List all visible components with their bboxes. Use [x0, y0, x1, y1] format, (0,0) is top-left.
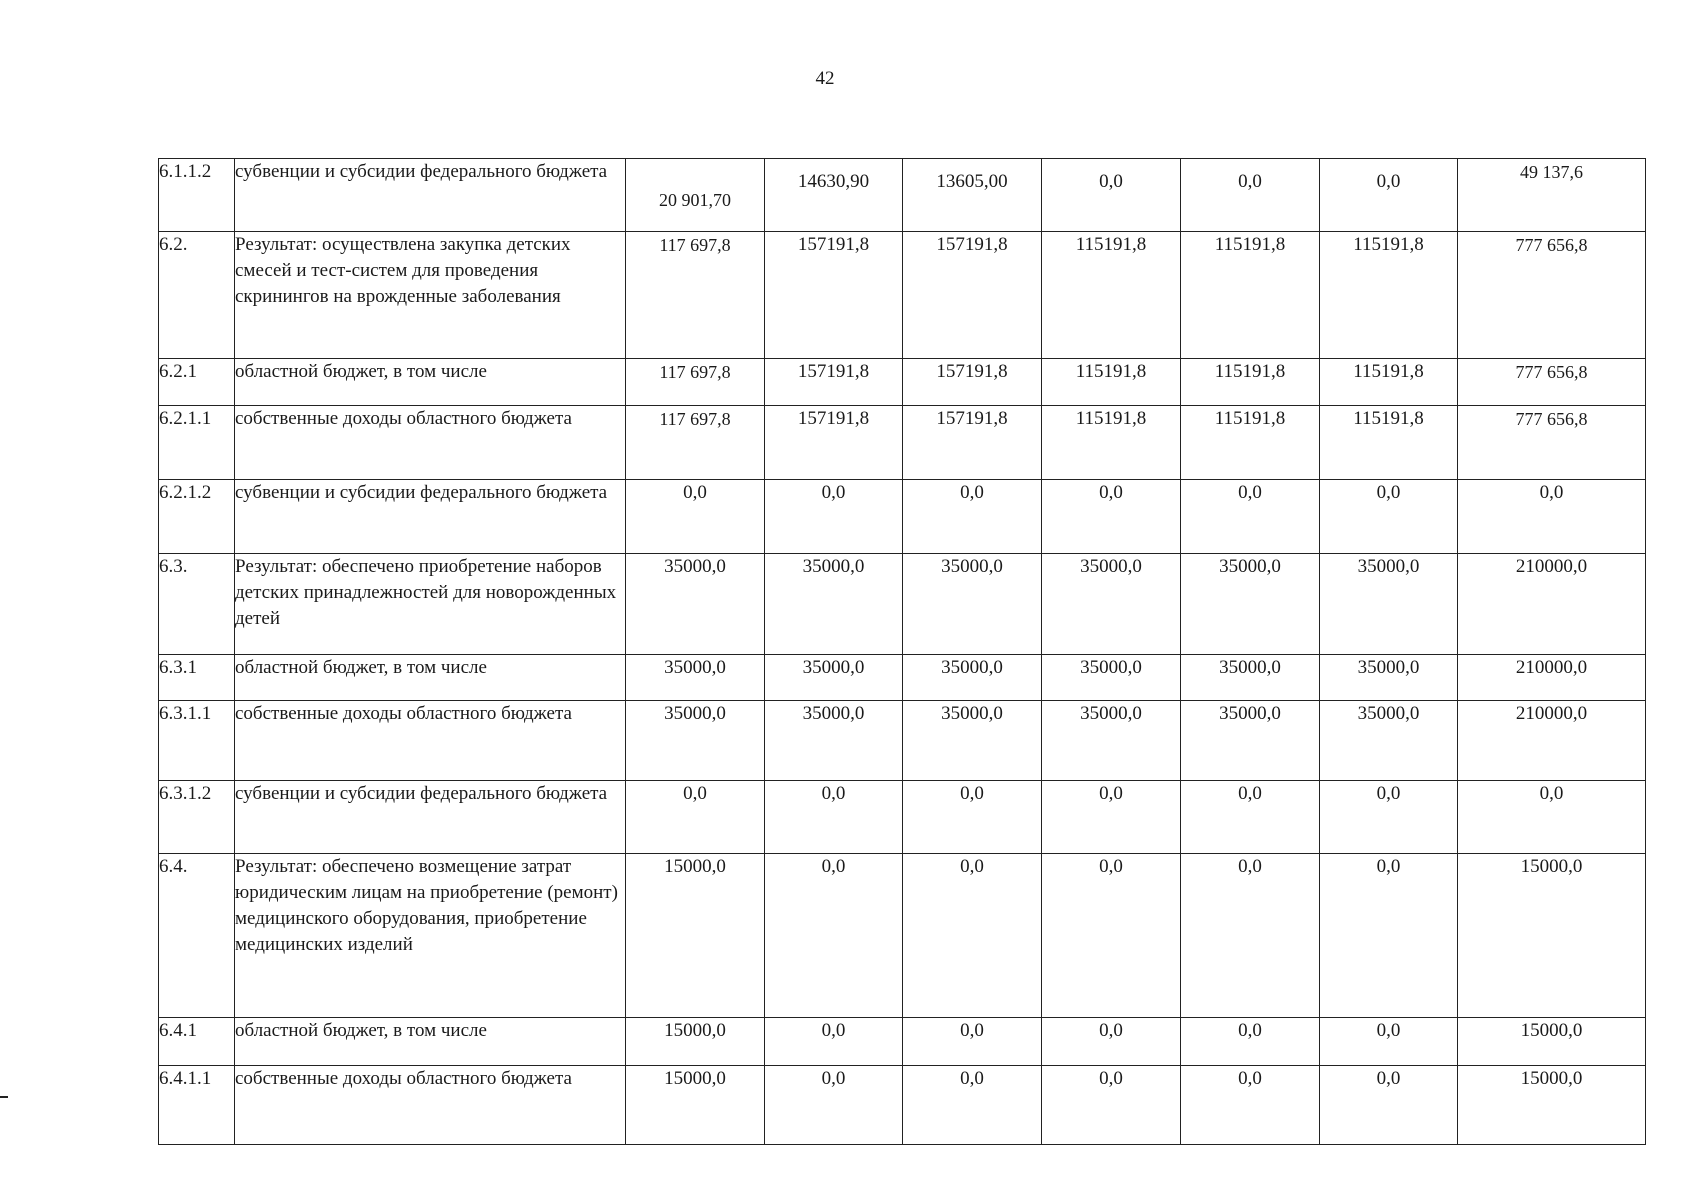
row-value: 117 697,8: [626, 232, 765, 359]
row-description: субвенции и субсидии федерального бюджета: [235, 159, 626, 232]
row-value: 115191,8: [1042, 359, 1181, 406]
row-code: 6.2.1.1: [159, 406, 235, 480]
budget-table: [158, 158, 1646, 1145]
row-value: 0,0: [1181, 1018, 1320, 1066]
row-description: собственные доходы областного бюджета: [235, 406, 626, 480]
row-value: 0,0: [765, 1066, 903, 1145]
row-value: 0,0: [1320, 1018, 1458, 1066]
row-value: 0,0: [1320, 781, 1458, 854]
row-value: 0,0: [626, 781, 765, 854]
row-value: 115191,8: [1042, 406, 1181, 480]
row-value: 0,0: [903, 1066, 1042, 1145]
row-value: 35000,0: [765, 701, 903, 781]
row-total: 210000,0: [1458, 701, 1646, 781]
row-code: 6.2.1.2: [159, 480, 235, 554]
row-value: 0,0: [1042, 854, 1181, 1018]
row-value: 115191,8: [1320, 232, 1458, 359]
row-value: 15000,0: [626, 854, 765, 1018]
row-value: 0,0: [903, 480, 1042, 554]
row-value: 115191,8: [1181, 359, 1320, 406]
row-value: 20 901,70: [626, 159, 765, 232]
row-value: 0,0: [1320, 480, 1458, 554]
row-description: Результат: обеспечено возмещение затрат юридическим лицам на приобретение (ремонт) медицинского оборудования, приобретение медицинских изделий: [235, 854, 626, 1018]
row-code: 6.4.1.1: [159, 1066, 235, 1145]
row-value: 0,0: [1181, 159, 1320, 232]
row-description: субвенции и субсидии федерального бюджета: [235, 781, 626, 854]
row-value: 0,0: [1320, 854, 1458, 1018]
row-value: 35000,0: [626, 554, 765, 655]
row-value: 35000,0: [1181, 554, 1320, 655]
row-description: Результат: обеспечено приобретение наборов детских принадлежностей для новорожденных детей: [235, 554, 626, 655]
row-value: 115191,8: [1320, 359, 1458, 406]
table-row: [159, 1066, 1646, 1145]
row-total: 0,0: [1458, 781, 1646, 854]
row-description: областной бюджет, в том числе: [235, 359, 626, 406]
table-row: [159, 1018, 1646, 1066]
row-total: 777 656,8: [1458, 232, 1646, 359]
row-value: 0,0: [1181, 480, 1320, 554]
row-value: 157191,8: [903, 406, 1042, 480]
table-row: [159, 701, 1646, 781]
row-value: 35000,0: [1320, 701, 1458, 781]
row-value: 15000,0: [626, 1066, 765, 1145]
row-total: 210000,0: [1458, 554, 1646, 655]
row-code: 6.3.: [159, 554, 235, 655]
row-value: 14630,90: [765, 159, 903, 232]
row-total: 15000,0: [1458, 854, 1646, 1018]
row-value: 0,0: [1042, 781, 1181, 854]
row-total: 777 656,8: [1458, 359, 1646, 406]
row-value: 35000,0: [903, 554, 1042, 655]
row-code: 6.4.1: [159, 1018, 235, 1066]
table-row: [159, 159, 1646, 232]
row-value: 35000,0: [1320, 554, 1458, 655]
row-code: 6.1.1.2: [159, 159, 235, 232]
table-row: [159, 480, 1646, 554]
row-value: 0,0: [765, 1018, 903, 1066]
row-value: 0,0: [1042, 1018, 1181, 1066]
row-total: 777 656,8: [1458, 406, 1646, 480]
margin-mark: [0, 1096, 8, 1098]
row-total: 15000,0: [1458, 1018, 1646, 1066]
row-code: 6.2.: [159, 232, 235, 359]
row-value: 115191,8: [1042, 232, 1181, 359]
row-value: 0,0: [903, 781, 1042, 854]
row-description: областной бюджет, в том числе: [235, 1018, 626, 1066]
row-code: 6.3.1.2: [159, 781, 235, 854]
row-value: 35000,0: [765, 655, 903, 701]
row-description: собственные доходы областного бюджета: [235, 701, 626, 781]
row-value: 0,0: [1320, 159, 1458, 232]
row-code: 6.2.1: [159, 359, 235, 406]
table-row: [159, 854, 1646, 1018]
row-value: 0,0: [1181, 781, 1320, 854]
row-value: 157191,8: [765, 359, 903, 406]
table-row: [159, 359, 1646, 406]
row-value: 157191,8: [765, 406, 903, 480]
row-code: 6.3.1.1: [159, 701, 235, 781]
table-row: [159, 781, 1646, 854]
row-value: 157191,8: [903, 359, 1042, 406]
row-description: Результат: осуществлена закупка детских смесей и тест-систем для проведения скринингов на врожденные заболевания: [235, 232, 626, 359]
row-value: 115191,8: [1320, 406, 1458, 480]
row-value: 0,0: [1320, 1066, 1458, 1145]
row-value: 0,0: [1042, 1066, 1181, 1145]
row-value: 157191,8: [903, 232, 1042, 359]
row-value: 117 697,8: [626, 359, 765, 406]
page-number: 42: [815, 68, 835, 89]
row-value: 13605,00: [903, 159, 1042, 232]
row-value: 35000,0: [765, 554, 903, 655]
row-description: собственные доходы областного бюджета: [235, 1066, 626, 1145]
row-value: 15000,0: [626, 1018, 765, 1066]
row-code: 6.4.: [159, 854, 235, 1018]
row-value: 35000,0: [1042, 701, 1181, 781]
table-row: [159, 232, 1646, 359]
row-value: 0,0: [765, 480, 903, 554]
row-total: 49 137,6: [1458, 159, 1646, 232]
row-value: 35000,0: [903, 655, 1042, 701]
row-value: 0,0: [765, 781, 903, 854]
table-row: [159, 655, 1646, 701]
row-value: 157191,8: [765, 232, 903, 359]
table-row: [159, 406, 1646, 480]
row-value: 0,0: [765, 854, 903, 1018]
row-value: 35000,0: [626, 701, 765, 781]
row-value: 35000,0: [1320, 655, 1458, 701]
row-value: 0,0: [1042, 480, 1181, 554]
row-description: областной бюджет, в том числе: [235, 655, 626, 701]
table-row: [159, 554, 1646, 655]
row-value: 117 697,8: [626, 406, 765, 480]
row-value: 0,0: [1181, 1066, 1320, 1145]
row-total: 15000,0: [1458, 1066, 1646, 1145]
row-value: 35000,0: [1181, 701, 1320, 781]
row-value: 0,0: [903, 1018, 1042, 1066]
row-value: 115191,8: [1181, 406, 1320, 480]
row-code: 6.3.1: [159, 655, 235, 701]
row-value: 0,0: [626, 480, 765, 554]
row-value: 35000,0: [1042, 655, 1181, 701]
row-value: 0,0: [903, 854, 1042, 1018]
row-total: 210000,0: [1458, 655, 1646, 701]
row-value: 0,0: [1181, 854, 1320, 1018]
row-value: 115191,8: [1181, 232, 1320, 359]
row-value: 0,0: [1042, 159, 1181, 232]
row-value: 35000,0: [1181, 655, 1320, 701]
row-value: 35000,0: [626, 655, 765, 701]
row-total: 0,0: [1458, 480, 1646, 554]
row-description: субвенции и субсидии федерального бюджета: [235, 480, 626, 554]
row-value: 35000,0: [1042, 554, 1181, 655]
row-value: 35000,0: [903, 701, 1042, 781]
